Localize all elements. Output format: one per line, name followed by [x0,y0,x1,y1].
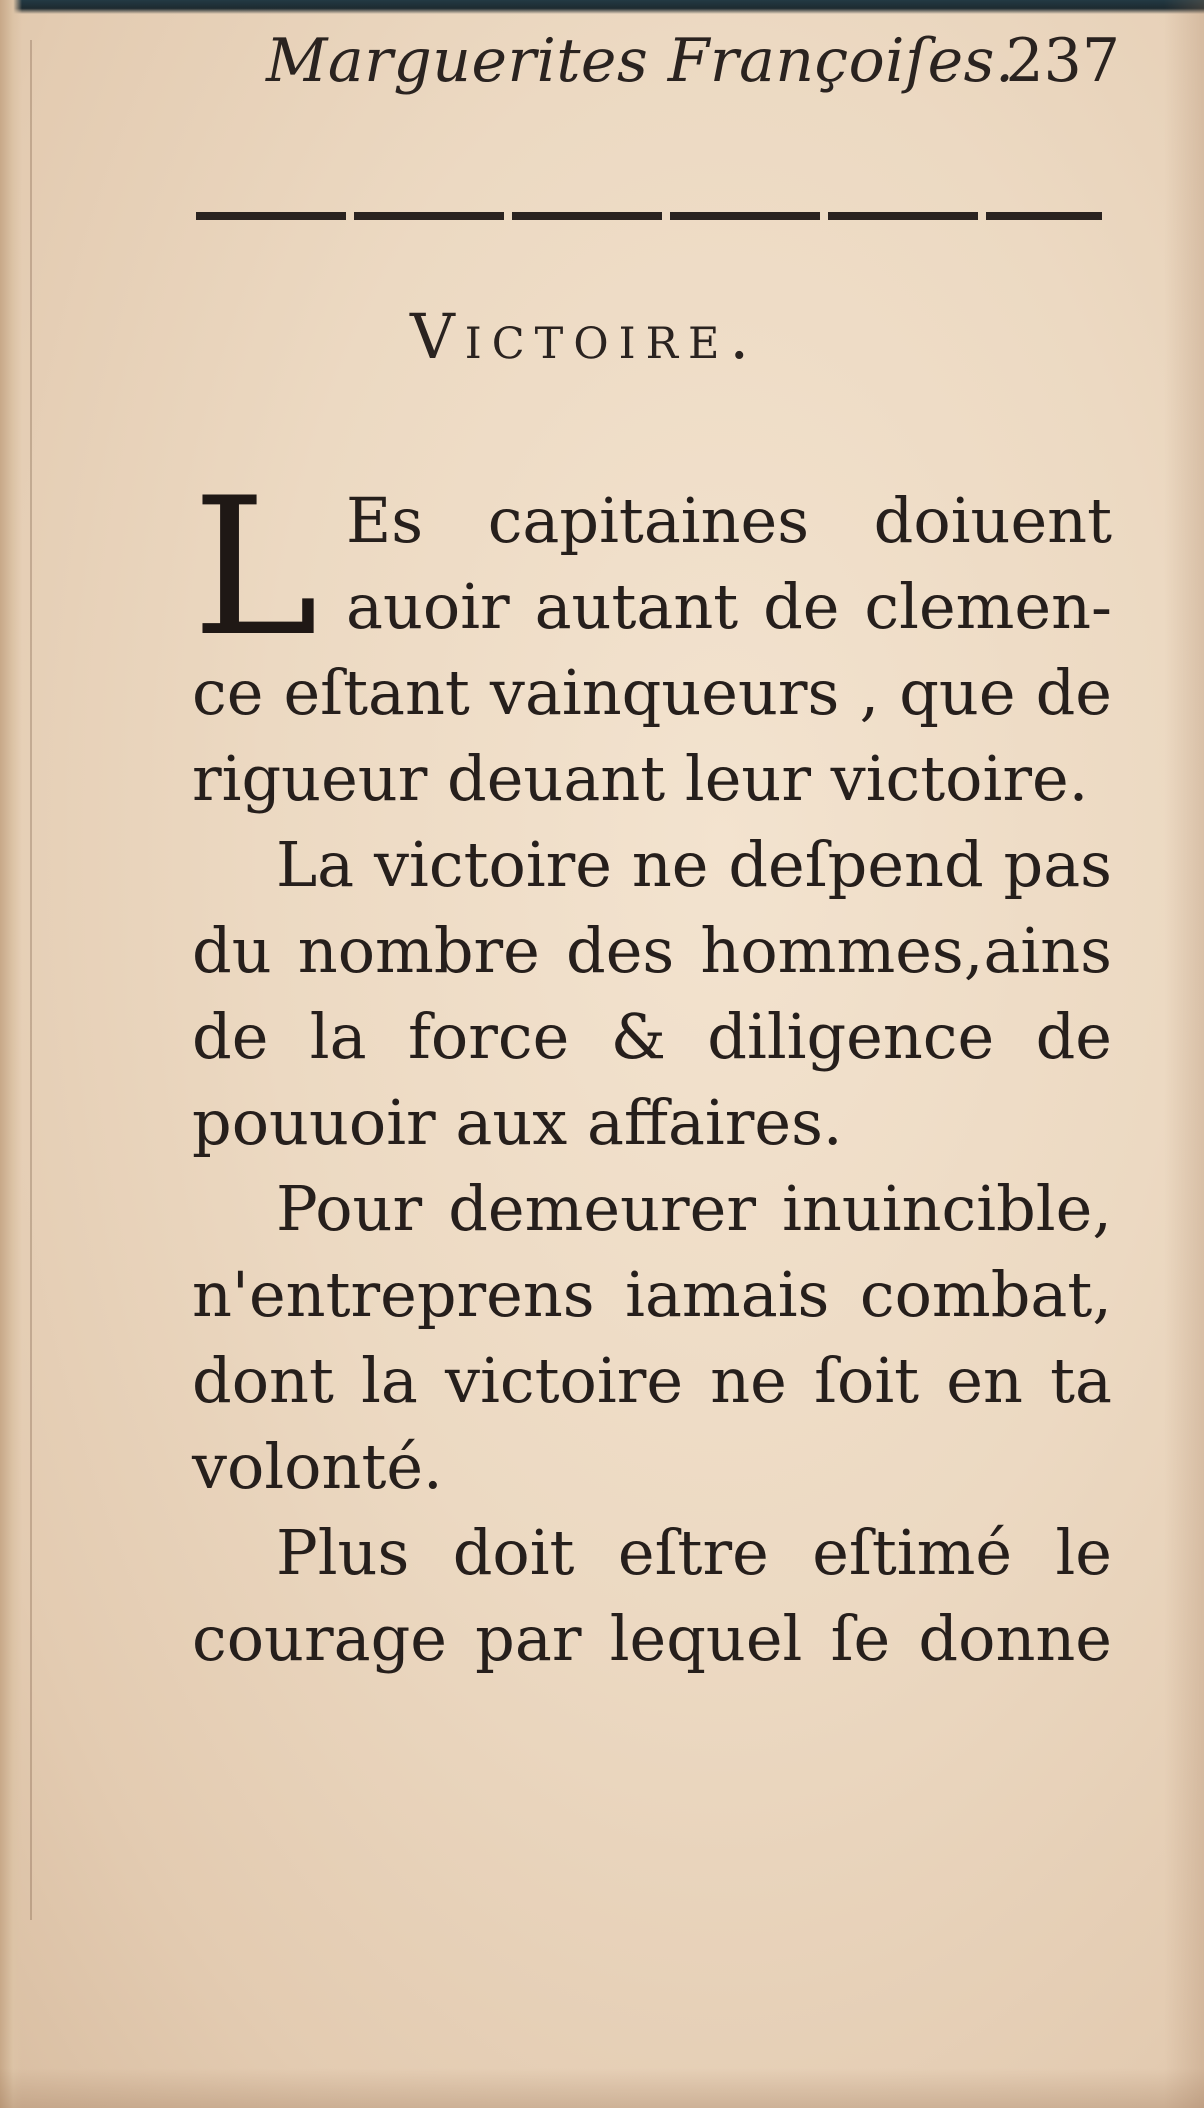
page-number: 237 [1005,26,1120,96]
page-gutter [0,0,22,2108]
body-text [192,457,1112,1682]
text-line: Es capitaines doiuent [346,484,1112,557]
text-line: de la force & diligence de [192,1000,1112,1073]
text-line: du nombre des hommes,ains [192,914,1112,987]
text-line: ce eſtant vainqueurs , que de [192,656,1112,729]
text-line: Plus doit eſtre eſtimé le [276,1516,1112,1589]
ornamental-rule [196,212,1102,220]
drop-cap: L [192,457,319,678]
text-line: La victoire ne deſpend pas [276,828,1112,901]
text-line: Pour demeurer inuincible, [276,1172,1112,1245]
text-line: volonté. [192,1430,443,1503]
page-right-edge [1164,0,1204,2108]
text-line: courage par lequel ſe donne [192,1602,1112,1675]
page-top-edge [0,0,1204,14]
text-line: rigueur deuant leur victoire. [192,742,1089,815]
running-title: Marguerites Françoiſes. [266,26,1015,96]
text-line: n'entreprens iamais combat, [192,1258,1112,1331]
page-bottom-edge [0,2068,1204,2108]
running-head [250,18,1130,98]
gutter-line [30,40,32,1920]
section-heading: Victoire. [410,300,760,373]
text-line: auoir autant de clemen- [346,570,1112,643]
text-line: pouuoir aux affaires. [192,1086,843,1159]
text-line: dont la victoire ne ſoit en ta [192,1344,1112,1417]
